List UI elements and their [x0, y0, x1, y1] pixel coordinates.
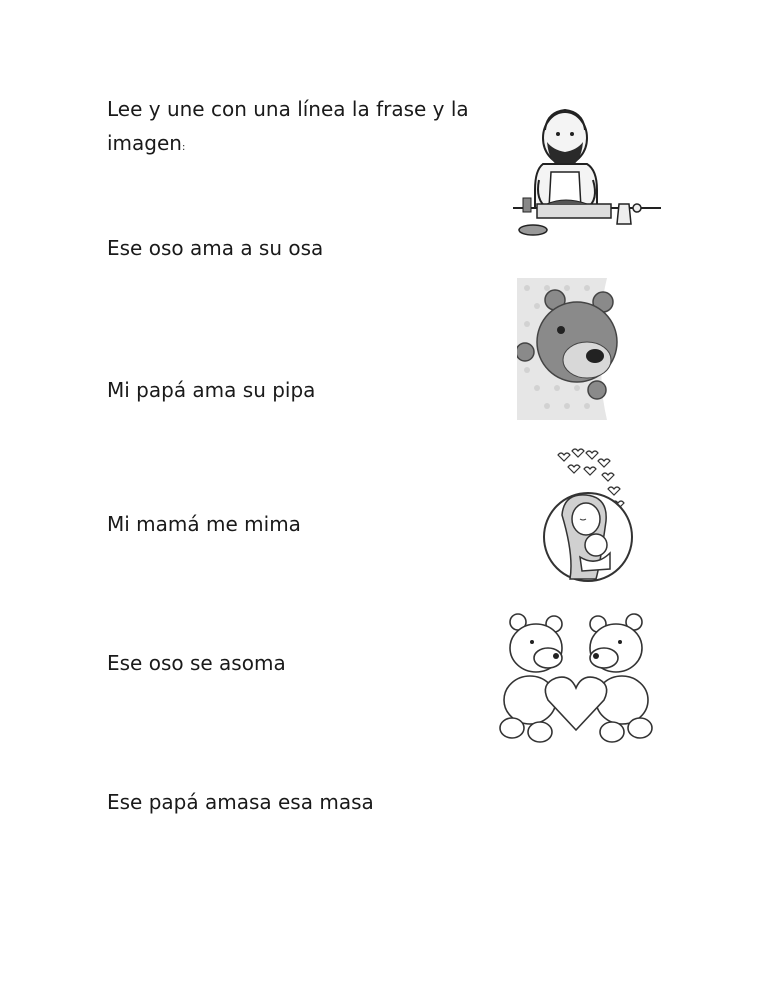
sentence-3[interactable]: Mi mamá me mima	[107, 512, 301, 536]
mother-hugging-baby-icon[interactable]	[540, 445, 640, 585]
sentence-1[interactable]: Ese oso ama a su osa	[107, 236, 324, 260]
baker-kneading-dough-icon[interactable]	[505, 100, 665, 240]
sentence-5[interactable]: Ese papá amasa esa masa	[107, 790, 374, 814]
instruction-text	[107, 92, 497, 165]
instruction-colon: :	[181, 142, 186, 153]
instruction-body: Lee y une con una línea la frase y la imagen	[107, 97, 469, 155]
two-bears-with-heart-icon[interactable]	[490, 612, 662, 746]
peeking-bear-icon[interactable]	[517, 278, 661, 420]
sentence-4[interactable]: Ese oso se asoma	[107, 651, 286, 675]
sentence-2[interactable]: Mi papá ama su pipa	[107, 378, 316, 402]
